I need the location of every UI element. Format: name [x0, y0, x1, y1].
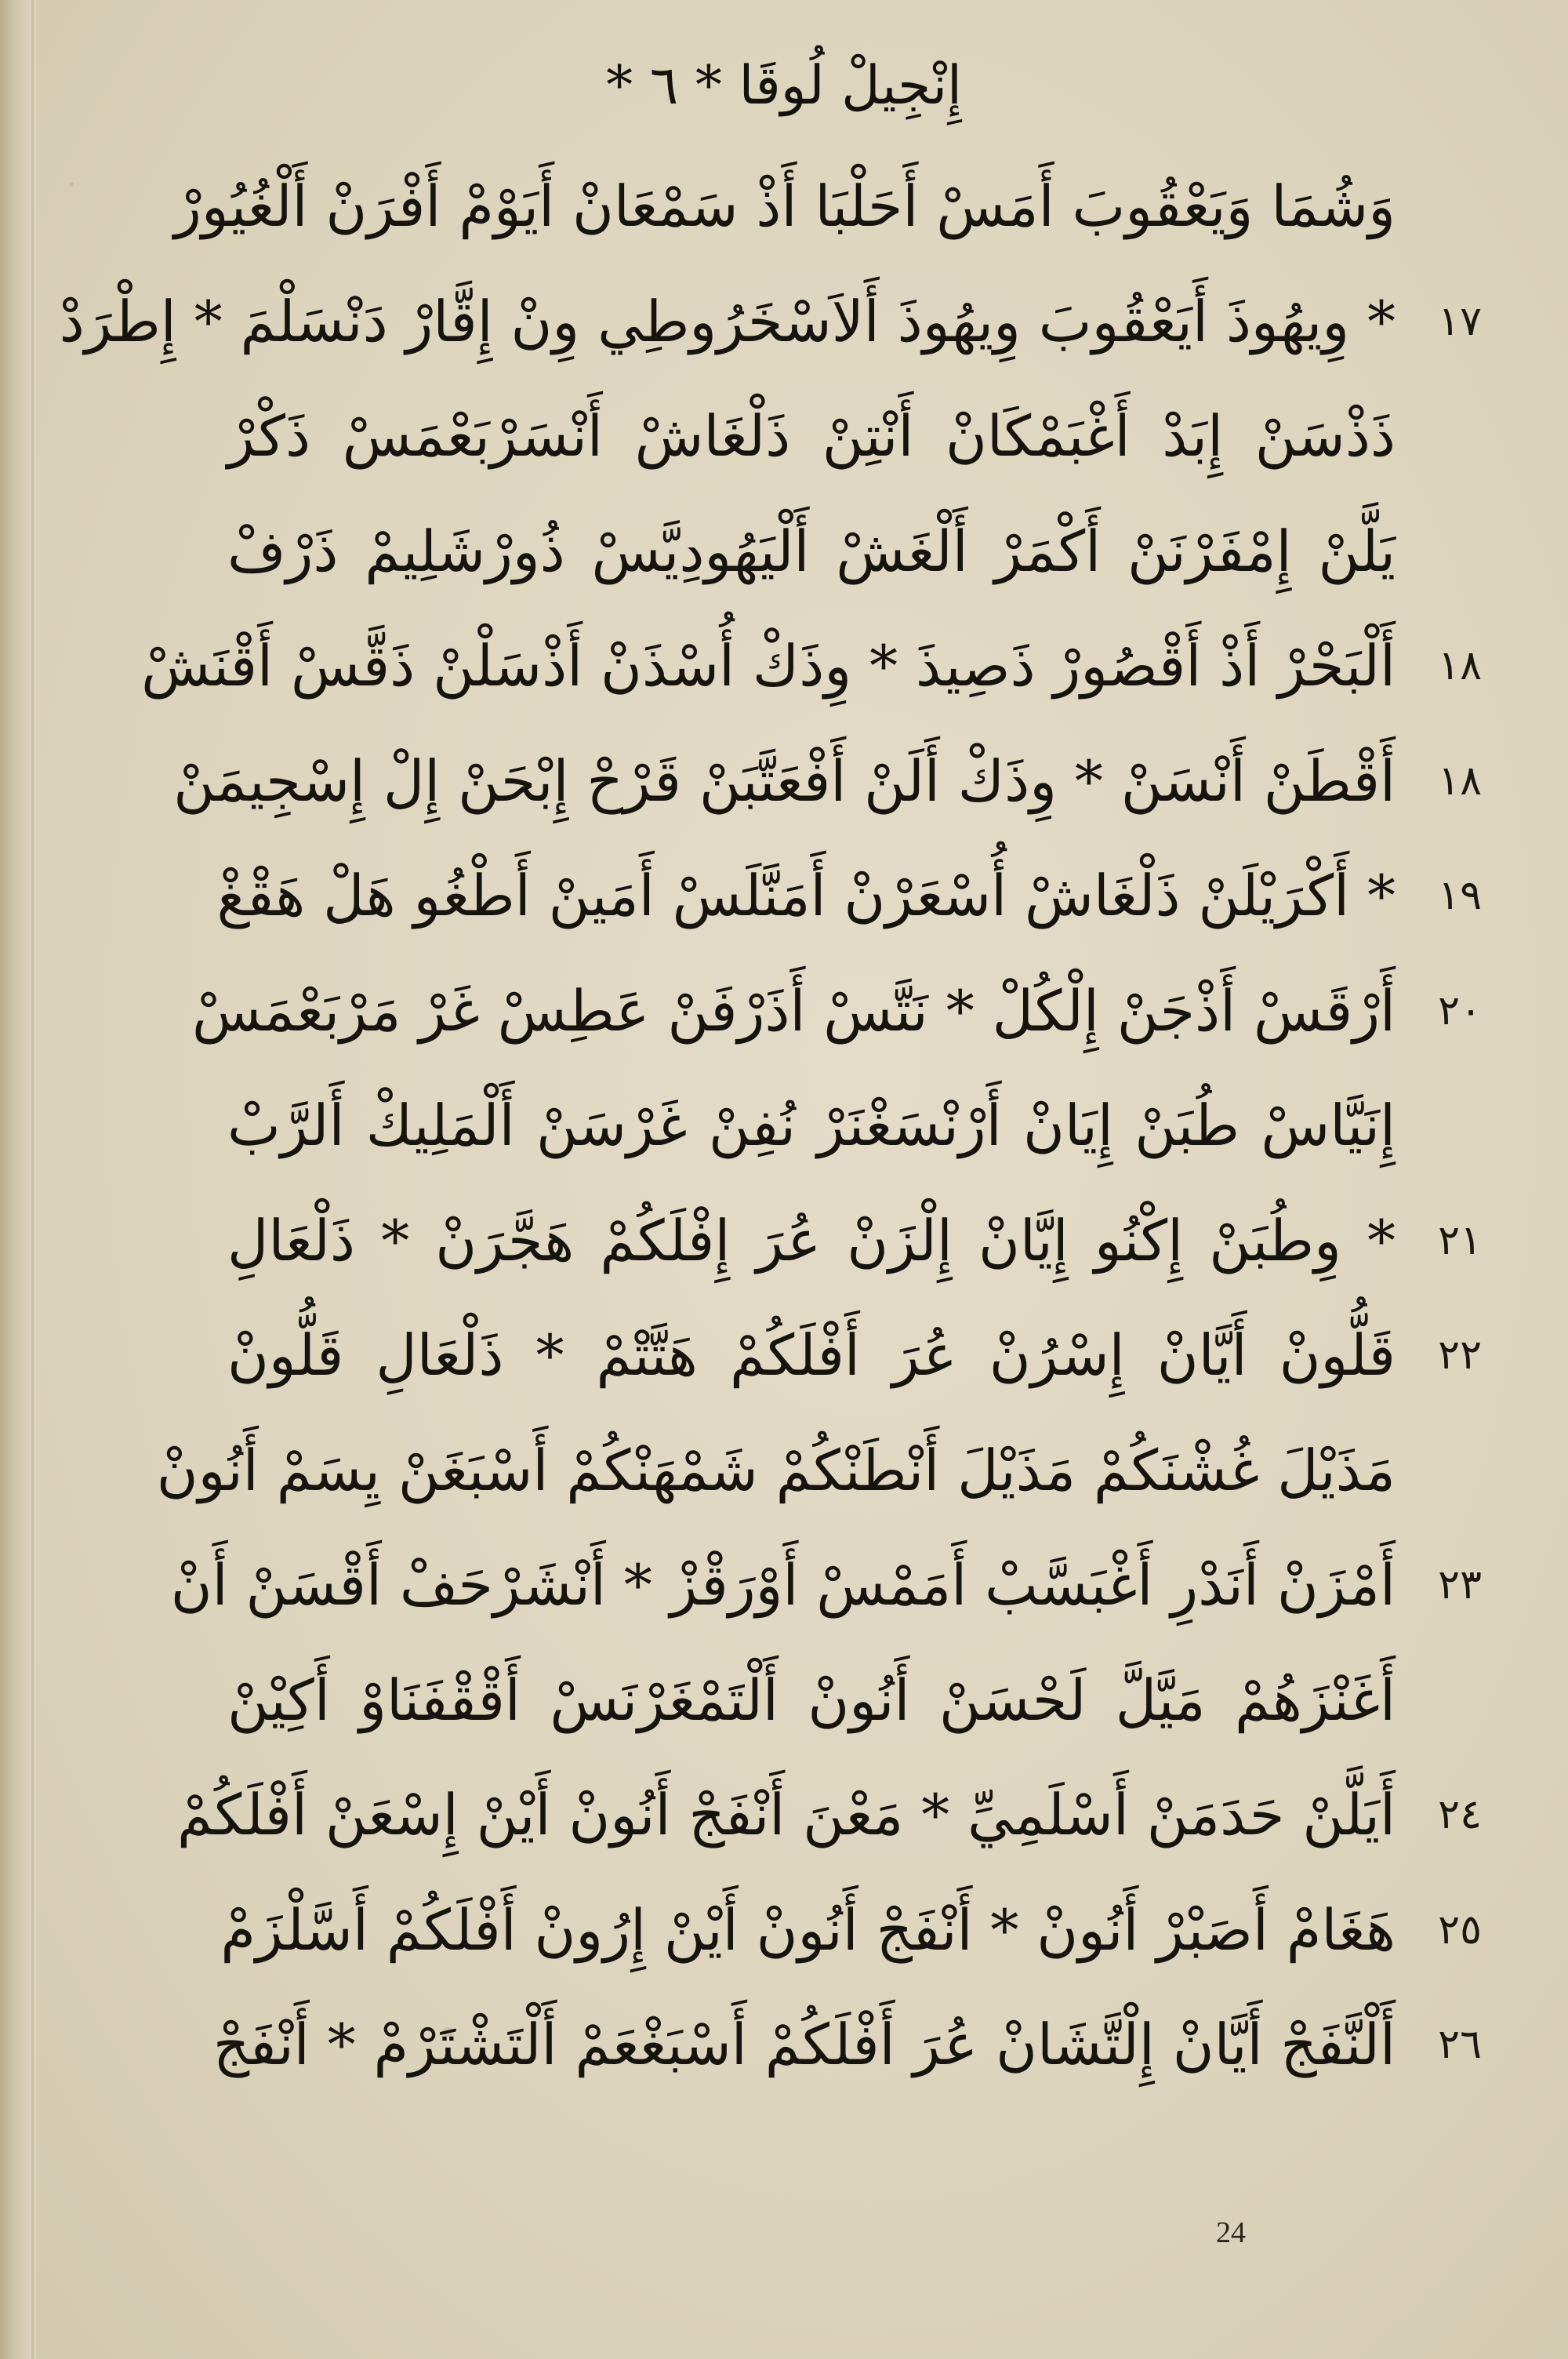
text-line: [227, 1643, 1482, 1758]
line-text: مَذَيْلَ غُشْنَكُمْ مَذَيْلَ أَنْطَنْكُمْ شَمْهَنْكُمْ أَسْبَغَنْ يِسَمْ أَنُونْ: [156, 1437, 1396, 1503]
gutter-line: [31, 0, 34, 2359]
line-text: * أَكْرَيْلَنْ ذَلْغَاشْ أُسْعَرْنْ أَمَنَّلَسْ أَمَينْ أَطْغُو هَلْ هَقْغْ: [216, 863, 1396, 929]
text-line: [227, 379, 1482, 494]
page-number: 24: [1216, 2216, 1246, 2249]
page-header: إِنْجِيلْ لُوقَا * ٦ *: [606, 55, 962, 117]
line-text: يَلَّنْ إِمْفَرْنَنْ أَكْمَرْ أَلْغَشْ أَلْيَهُودِيَّسْ ذُورْشَلِيمْ ذَرْفْ: [227, 518, 1396, 584]
line-text: أَرْقَسْ أَذْجَنْ إِلْكُلْ * نَتَّسْ أَذَرْفَنْ عَطِسْ غَرْ مَرْبَعْمَسْ: [192, 977, 1396, 1044]
verse-number: ١٧: [1438, 297, 1482, 345]
text-block: [59, 149, 1482, 2219]
text-line: [173, 724, 1482, 839]
text-line: [216, 838, 1482, 954]
line-text: أَغَنْزَهُمْ مَيَّلَّ لَحْسَنْ أَنُونْ أَلْتَمْغَرْنَسْ أَقْقْفَنَاوْ أَكِيْنْ: [227, 1667, 1396, 1733]
line-text: أَقْطَنْ أَنْسَنْ * وِذَكْ أَلَنْ أَفْعَتَّبَنْ قَرْحْ إِبْحَنْ إِلْ إِسْجِيمَنْ: [173, 747, 1396, 814]
line-text: أَلْنَّفَجْ أَيَّانْ إِلْتَّشَانْ عُرَ أَفْلَكُمْ أَسْبَغْعَمْ أَلْتَشْتَرْمْ * أَنْفَجْ: [212, 2012, 1396, 2078]
text-line: [220, 1873, 1482, 1988]
text-line: [177, 1757, 1482, 1873]
line-text: قَلُّونْ أَيَّانْ إِسْرُنْ عُرَ أَفْلَكُمْ هَتَّتْمْ * ذَلْعَالِ قَلُّونْ: [227, 1322, 1396, 1389]
verse-number: ٢١: [1438, 1216, 1482, 1264]
verse-number: ٢٦: [1438, 2021, 1482, 2069]
verse-number: ٢٤: [1438, 1791, 1482, 1839]
text-line: [212, 1987, 1482, 2103]
verse-number: ١٩: [1438, 872, 1482, 920]
verse-number: ١٨: [1438, 642, 1482, 690]
verse-number: ٢٥: [1438, 1906, 1482, 1954]
line-text: ذَذْسَنْ إِبَدْ أَغْبَمْكَانْ أَنْتِنْ ذَلْغَاشْ أَنْسَرْبَعْمَسْ ذَكْرْ: [227, 403, 1396, 470]
text-line: [192, 954, 1482, 1069]
text-line: [141, 609, 1482, 724]
text-line: [156, 1413, 1482, 1528]
line-text: * وِيهُوذَ أَيَعْقُوبَ وِيهُوذَ أَلاَسْخَرُوطِي وِنْ إِقَّارْ دَنْسَلْمَ * إِطْرَدْ: [59, 288, 1396, 354]
line-text: أَيَلَّنْ حَدَمَنْ أَسْلَمِيِّ * مَعْنَ أَنْفَجْ أَنُونْ أَيْنْ إِسْعَنْ أَفْلَكُمْ: [177, 1782, 1396, 1848]
line-text: وَشُمَا وَيَعْقُوبَ أَمَسْ أَحَلْبَا أَذْ سَمْعَانْ أَيَوْمْ أَفْرَنْ أَلْغُيُورْ: [174, 173, 1396, 240]
verse-number: ٢٣: [1438, 1561, 1482, 1609]
verse-number: ١٨: [1438, 757, 1482, 805]
text-line: [227, 1183, 1482, 1299]
text-line: [227, 494, 1482, 609]
verse-number: ٢٢: [1438, 1332, 1482, 1379]
text-line: [174, 149, 1482, 264]
text-line: [227, 1298, 1482, 1413]
line-text: * وِطُبَنْ إِكْنُو إِيَّانْ إِلْزَنْ عُرَ إِفْلَكُمْ هَجَّرَنْ * ذَلْعَالِ: [227, 1207, 1396, 1274]
verse-number: ٢٠: [1438, 987, 1482, 1034]
line-text: أَمْزَنْ أَنَدْرِ أَغْبَسَّبْ أَمَمْسْ أَوْرَقْزْ * أَنْشَرْحَفْ أَقْسَنْ أَنْ: [170, 1552, 1396, 1619]
line-text: أَلْبَحْرْ أَذْ أَقْصُورْ ذَصِيذَ * وِذَكْ أُسْذَنْ أَذْسَلْنْ ذَقَّسْ أَقْنَشْ: [141, 633, 1396, 700]
line-text: هَغَامْ أَصَبْرْ أَنُونْ * أَنْفَجْ أَنُونْ أَيْنْ إِرُونْ أَفْلَكُمْ أَسَّلْزَمْ: [220, 1896, 1396, 1963]
text-line: [170, 1528, 1482, 1643]
paper-speck: [69, 182, 74, 187]
text-line: [227, 1068, 1482, 1183]
line-text: إِنَيَّاسْ طُبَنْ إِيَانْ أَرْنْسَغْنَرْ نُفِنْ غَرْسَنْ أَلْمَلِيكْ أَلرَّبْ: [227, 1092, 1396, 1159]
text-line: [59, 264, 1482, 380]
